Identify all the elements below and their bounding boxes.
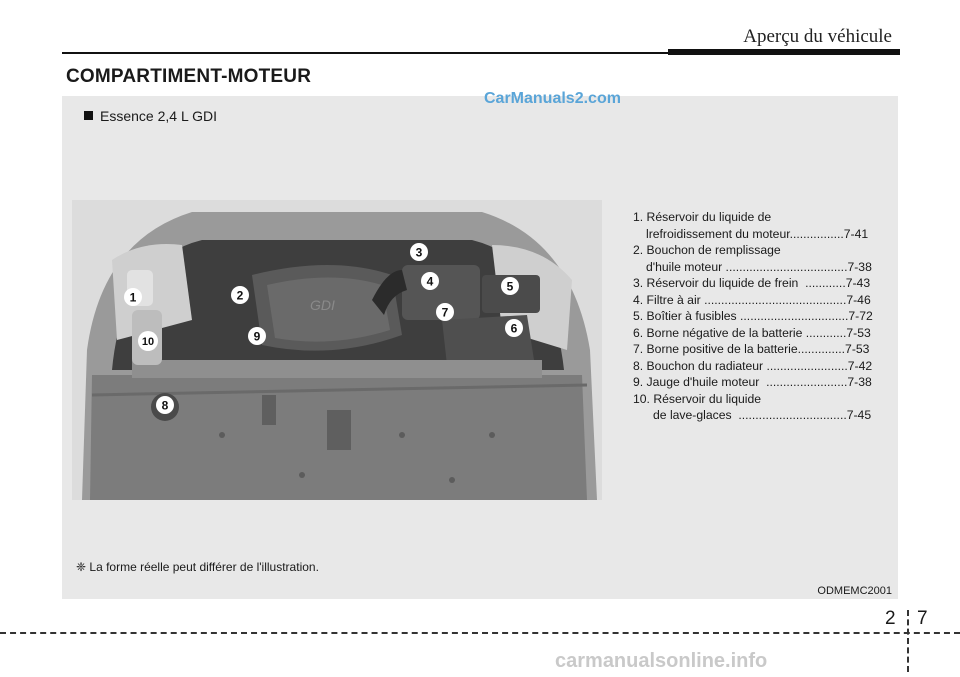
legend-item-6: 6. Borne négative de la batterie ............7-53 — [633, 325, 871, 340]
callout-1 — [124, 288, 142, 306]
footer-watermark: carmanualsonline.info — [555, 650, 768, 672]
header-rule-thick — [668, 49, 900, 55]
section-title: COMPARTIMENT-MOTEUR — [66, 66, 312, 87]
legend-item-3: 3. Réservoir du liquide de frein ............7-43 — [633, 276, 871, 290]
legend-item-9: 9. Jauge d'huile moteur ........................7-38 — [633, 375, 872, 389]
svg-text:7: 7 — [441, 305, 449, 320]
legend-item-7: 7. Borne positive de la batterie..............7-53 — [633, 342, 870, 356]
parts-legend — [633, 209, 888, 424]
callout-9 — [248, 327, 266, 345]
legend-item-1: 1. Réservoir du liquide de — [633, 210, 772, 224]
engine-badge-text: GDI — [310, 297, 335, 313]
svg-text:4: 4 — [426, 274, 434, 289]
legend-item-1-cont: lrefroidissement du moteur................7-41 — [646, 226, 869, 241]
legend-item-8: 8. Bouchon du radiateur ........................7-42 — [633, 358, 873, 373]
legend-item-5: 5. Boîtier à fusibles ................................7-72 — [633, 309, 873, 323]
svg-text:2: 2 — [236, 288, 244, 303]
illustration-note: ❈ La forme réelle peut différer de l'illustration. — [76, 560, 319, 574]
callout-2 — [231, 286, 249, 304]
engine-compartment-illustration — [72, 200, 602, 500]
callout-6 — [505, 319, 523, 337]
svg-text:8: 8 — [161, 398, 169, 413]
legend-item-2: 2. Bouchon de remplissage — [633, 243, 781, 257]
legend-item-4: 4. Filtre à air ..........................................7-46 — [633, 292, 871, 307]
running-header-title: Aperçu du véhicule — [743, 26, 892, 47]
svg-text:6: 6 — [510, 321, 518, 336]
footer-rule — [0, 632, 960, 634]
callout-4 — [421, 272, 439, 290]
svg-text:9: 9 — [253, 329, 261, 344]
callout-3 — [410, 243, 428, 261]
callout-5 — [501, 277, 519, 295]
image-code: ODMEMC2001 — [817, 585, 892, 597]
legend-item-2-cont: d'huile moteur ....................................7-38 — [646, 259, 872, 274]
square-bullet-icon — [84, 111, 93, 120]
callout-8 — [156, 396, 174, 414]
footer-page-separator — [907, 610, 909, 672]
svg-text:3: 3 — [415, 245, 423, 260]
svg-text:1: 1 — [129, 290, 137, 305]
page-number: 7 — [917, 608, 928, 629]
svg-text:5: 5 — [506, 279, 514, 294]
chapter-number: 2 — [885, 608, 896, 629]
watermark-link[interactable]: CarManuals2.com — [484, 90, 621, 107]
legend-item-10-cont: de lave-glaces ................................7-45 — [653, 408, 872, 422]
callout-7 — [436, 303, 454, 321]
engine-subheading: Essence 2,4 L GDI — [84, 108, 217, 124]
legend-item-10: 10. Réservoir du liquide — [633, 391, 762, 406]
header-rule — [62, 52, 668, 54]
svg-text:10: 10 — [141, 336, 155, 348]
callout-10 — [138, 331, 158, 351]
